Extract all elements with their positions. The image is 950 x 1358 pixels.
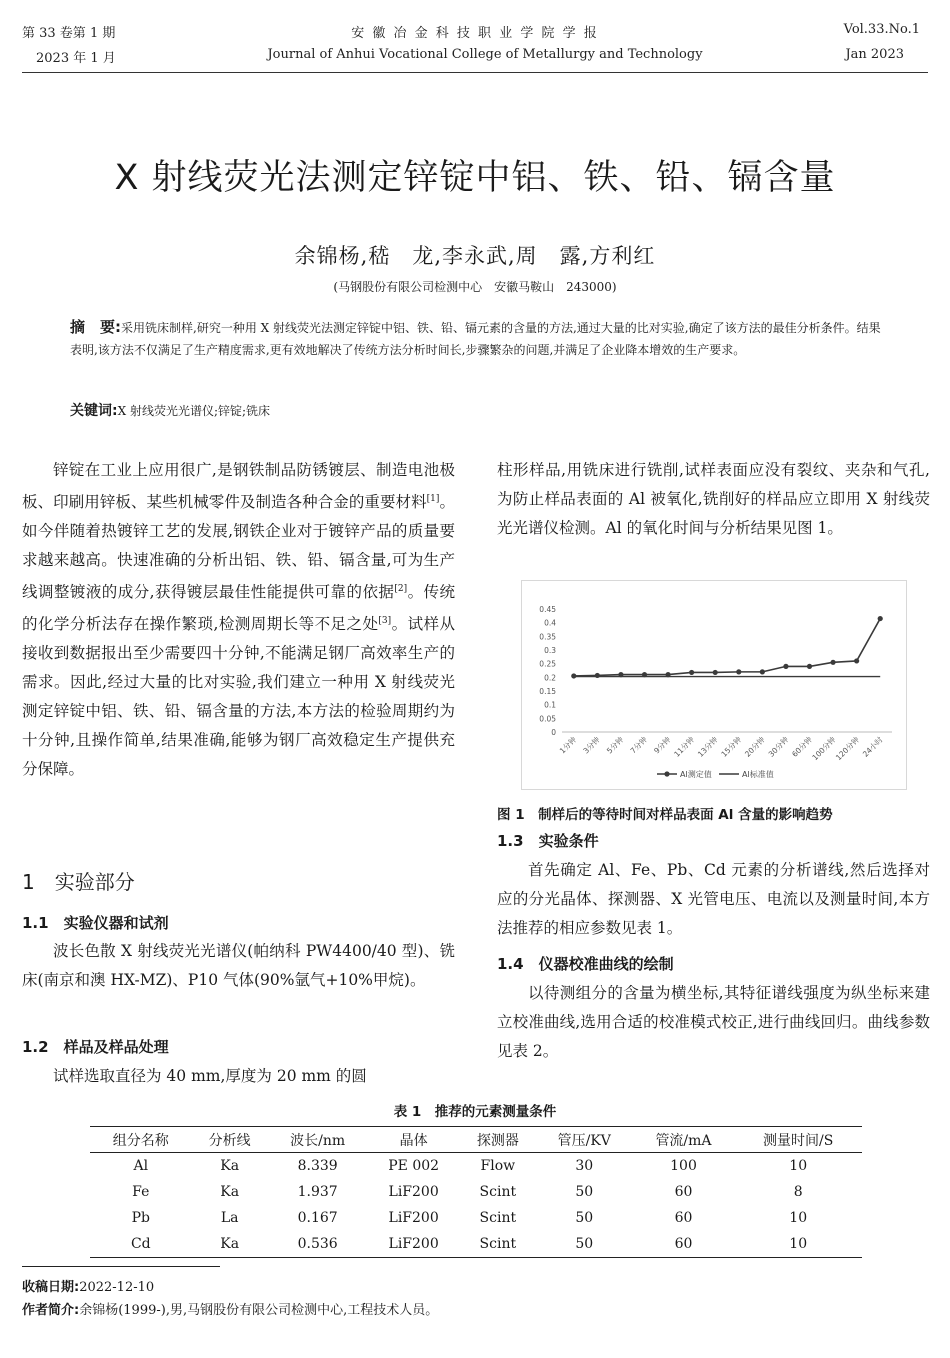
table-header-cell: 分析线 xyxy=(192,1127,268,1153)
received-label: 收稿日期: xyxy=(22,1280,80,1295)
citation-1: [1] xyxy=(426,494,440,504)
section-1-4-body xyxy=(497,979,930,1066)
table-cell: Ka xyxy=(220,1184,240,1200)
data-point xyxy=(854,658,859,663)
table-row xyxy=(90,1153,862,1180)
section-1-4-heading: 1.4 仪器校准曲线的绘制 xyxy=(497,955,674,973)
table-cell: Scint xyxy=(479,1184,517,1200)
x-tick-label: 9分钟 xyxy=(652,735,673,756)
table-cell: Ka xyxy=(192,1231,268,1258)
table-cell: 100 xyxy=(670,1158,697,1174)
table-1-caption: 表 1 推荐的元素测量条件 xyxy=(393,1104,557,1120)
y-tick-label: 0.4 xyxy=(544,618,556,628)
table-header-cell: 组分名称 xyxy=(90,1127,192,1153)
table-cell: 8.339 xyxy=(297,1158,338,1174)
x-tick-label: 7分钟 xyxy=(628,735,649,756)
table-cell: 50 xyxy=(575,1184,594,1200)
data-point xyxy=(736,669,741,674)
table-cell: LiF200 xyxy=(388,1184,439,1200)
x-tick-label: 24小时 xyxy=(860,735,885,759)
legend-label: Al测定值 xyxy=(680,770,712,779)
received-value: 2022-12-10 xyxy=(79,1280,155,1295)
table-cell: 1.937 xyxy=(297,1184,338,1200)
table-cell: 50 xyxy=(575,1210,594,1226)
table-row xyxy=(90,1205,862,1231)
table-cell: 60 xyxy=(633,1231,735,1258)
table-header-cell: 测量时间/S xyxy=(734,1127,862,1153)
paper-affiliation: (马钢股份有限公司检测中心 安徽马鞍山 243000) xyxy=(333,280,617,294)
section-1-2-text: 试样选取直径为 40 mm,厚度为 20 mm 的圆 xyxy=(53,1067,367,1085)
y-tick-label: 0 xyxy=(551,728,556,737)
right-column-top xyxy=(497,456,930,543)
x-tick-label: 11分钟 xyxy=(672,735,697,759)
table-cell: LiF200 xyxy=(368,1231,460,1258)
table-cell: Al xyxy=(133,1158,149,1174)
table-cell: 30 xyxy=(575,1158,594,1174)
data-point xyxy=(830,660,835,665)
figure-1-caption: 图 1 制样后的等待时间对样品表面 Al 含量的影响趋势 xyxy=(497,807,833,823)
table-row xyxy=(90,1179,862,1205)
y-tick-label: 0.15 xyxy=(539,687,556,696)
section-1-1-body xyxy=(22,937,455,995)
y-tick-label: 0.45 xyxy=(539,605,556,614)
abstract-label: 摘 要: xyxy=(70,318,121,336)
header-journal-en: Journal of Anhui Vocational College of Metallurgy and Technology xyxy=(267,47,703,62)
citation-3: [3] xyxy=(378,616,392,627)
table-header-row xyxy=(90,1127,862,1153)
section-1-3-heading: 1.3 实验条件 xyxy=(497,832,599,850)
table-cell: 60 xyxy=(674,1210,693,1226)
x-tick-label: 30分钟 xyxy=(766,735,791,759)
y-tick-label: 0.2 xyxy=(544,673,556,683)
table-cell: Fe xyxy=(132,1184,150,1200)
table-cell: 8 xyxy=(793,1184,803,1200)
x-tick-label: 1分钟 xyxy=(557,735,579,756)
intro-text-4: 。试样从接收到数据报出至少需要四十分钟,不能满足钢厂高效率生产的需求。因此,经过大量的比对实验,我们建立一种用 X 射线荧光测定锌锭中铝、铁、铅、镉含量的方法,本方法的检验周期约为十分钟,且操作简单,结果准确,能够为钢厂高效稳定生产提供充分保障。 xyxy=(22,615,455,779)
section-1-3-body xyxy=(497,856,930,943)
header-rule xyxy=(22,72,928,73)
abstract xyxy=(70,316,885,361)
footnote-rule xyxy=(22,1266,220,1267)
section-1-1-heading: 1.1 实验仪器和试剂 xyxy=(22,914,169,932)
table-cell: 60 xyxy=(674,1184,693,1200)
section-1-2-heading: 1.2 样品及样品处理 xyxy=(22,1038,169,1056)
table-cell: 10 xyxy=(789,1158,808,1174)
table-cell: Pb xyxy=(131,1210,150,1226)
header-volume: 第 33 卷第 1 期 xyxy=(22,26,116,41)
x-tick-label: 120分钟 xyxy=(833,735,862,763)
x-tick-label: 60分钟 xyxy=(790,735,814,759)
author-bio xyxy=(22,1299,462,1322)
chart-svg xyxy=(522,581,906,789)
y-tick-label: 0.05 xyxy=(539,714,556,724)
x-tick-label: 100分钟 xyxy=(810,735,838,763)
received-date xyxy=(22,1276,462,1299)
data-point xyxy=(783,664,788,669)
data-point xyxy=(713,670,718,675)
sample-prep-text: 柱形样品,用铣床进行铣削,试样表面应没有裂纹、夹杂和气孔,为防止样品表面的 Al 被氧化,铣削好的样品应立即用 X 射线荧光光谱仪检测。Al 的氧化时间与分析结果见图 1。 xyxy=(497,461,930,537)
section-1-heading: 1 实验部分 xyxy=(22,870,135,894)
table-header-cell: 晶体 xyxy=(368,1127,460,1153)
table-header-cell: 探测器 xyxy=(460,1127,536,1153)
x-tick-label: 15分钟 xyxy=(719,735,744,759)
x-tick-label: 13分钟 xyxy=(695,735,720,759)
keywords xyxy=(70,400,270,420)
data-point xyxy=(689,670,694,675)
table-cell: 10 xyxy=(734,1231,862,1258)
data-point xyxy=(878,616,883,621)
x-tick-label: 3分钟 xyxy=(581,735,602,756)
abstract-text: 采用铣床制样,研究一种用 X 射线荧光法测定锌锭中铝、铁、铅、镉元素的含量的方法,通过大量的比对实验,确定了该方法的最佳分析条件。结果表明,该方法不仅满足了生产精度需求,更有效地解决了传统方法分析时间长,步骤繁杂的问题,并满足了企业降本增效的生产要求。 xyxy=(70,321,881,357)
intro-text-2: 。如今伴随着热镀锌工艺的发展,钢铁企业对于镀锌产品的质量要求越来越高。快速准确的分析出铝、铁、铅、镉含量,可为生产线调整镀液的成分,获得镀层最佳性能提供可靠的依据 xyxy=(22,493,455,602)
header-journal-cn: 安 徽 冶 金 科 技 职 业 学 院 学 报 xyxy=(351,26,599,41)
y-tick-label: 0.25 xyxy=(539,659,556,669)
y-tick-label: 0.35 xyxy=(539,632,556,642)
paper-authors: 余锦杨,嵇 龙,李永武,周 露,方利红 xyxy=(294,244,656,268)
figure-1-chart xyxy=(521,580,907,790)
table-cell: LiF200 xyxy=(388,1210,439,1226)
table-cell: La xyxy=(220,1210,239,1226)
table-cell: Ka xyxy=(220,1158,240,1174)
table-header-cell: 管压/KV xyxy=(536,1127,633,1153)
author-bio-value: 余锦杨(1999-),男,马钢股份有限公司检测中心,工程技术人员。 xyxy=(79,1303,439,1318)
table-cell: 50 xyxy=(536,1231,633,1258)
table-header-cell: 波长/nm xyxy=(268,1127,368,1153)
header-vol-en: Vol.33.No.1 xyxy=(843,22,920,37)
data-point xyxy=(807,664,812,669)
table-cell: Scint xyxy=(460,1231,536,1258)
table-1 xyxy=(90,1126,862,1258)
keywords-label: 关键词: xyxy=(70,403,118,419)
table-cell: Flow xyxy=(480,1158,516,1174)
intro-text-3: 。传统的化学分析法存在操作繁琐,检测周期长等不足之处 xyxy=(22,583,455,634)
left-column xyxy=(22,456,455,784)
table-row xyxy=(90,1231,862,1258)
intro-paragraph xyxy=(22,456,455,784)
header-date: 2023 年 1 月 xyxy=(36,51,116,66)
section-1-3-text: 首先确定 Al、Fe、Pb、Cd 元素的分析谱线,然后选择对应的分光晶体、探测器、X 光管电压、电流以及测量时间,本方法推荐的相应参数见表 1。 xyxy=(497,861,930,937)
intro-text-1: 锌锭在工业上应用很广,是钢铁制品防锈镀层、制造电池极板、印刷用锌板、某些机械零件及制造各种合金的重要材料 xyxy=(22,461,455,512)
table-cell: 0.536 xyxy=(268,1231,368,1258)
paper-title: X 射线荧光法测定锌锭中铝、铁、铅、镉含量 xyxy=(114,158,836,198)
author-bio-label: 作者简介: xyxy=(22,1303,80,1318)
table-header-cell: 管流/mA xyxy=(633,1127,735,1153)
section-1-2-body xyxy=(22,1062,455,1091)
x-tick-label: 5分钟 xyxy=(604,735,626,756)
table-cell: 0.167 xyxy=(297,1210,338,1226)
y-tick-label: 0.3 xyxy=(544,646,556,655)
section-1-1-text: 波长色散 X 射线荧光光谱仪(帕纳科 PW4400/40 型)、铣床(南京和澳 HX-MZ)、P10 气体(90%氩气+10%甲烷)。 xyxy=(22,942,455,989)
y-tick-label: 0.1 xyxy=(544,700,556,710)
data-point xyxy=(760,669,765,674)
legend-marker xyxy=(664,771,669,776)
header-date-en: Jan 2023 xyxy=(845,47,904,62)
table-cell: Cd xyxy=(90,1231,192,1258)
x-tick-label: 20分钟 xyxy=(743,735,767,759)
table-cell: 10 xyxy=(789,1210,808,1226)
legend-label: Al标准值 xyxy=(742,770,774,779)
series-line-al-measured xyxy=(574,619,880,676)
section-1-4-text: 以待测组分的含量为横坐标,其特征谱线强度为纵坐标来建立校准曲线,选用合适的校准模式校正,进行曲线回归。曲线参数见表 2。 xyxy=(497,984,930,1060)
footnote xyxy=(22,1276,462,1322)
table-cell: Scint xyxy=(479,1210,517,1226)
keywords-text: X 射线荧光光谱仪;锌锭;铣床 xyxy=(117,404,271,418)
table-cell: PE 002 xyxy=(388,1158,440,1174)
data-point xyxy=(595,673,600,678)
citation-2: [2] xyxy=(394,584,408,595)
